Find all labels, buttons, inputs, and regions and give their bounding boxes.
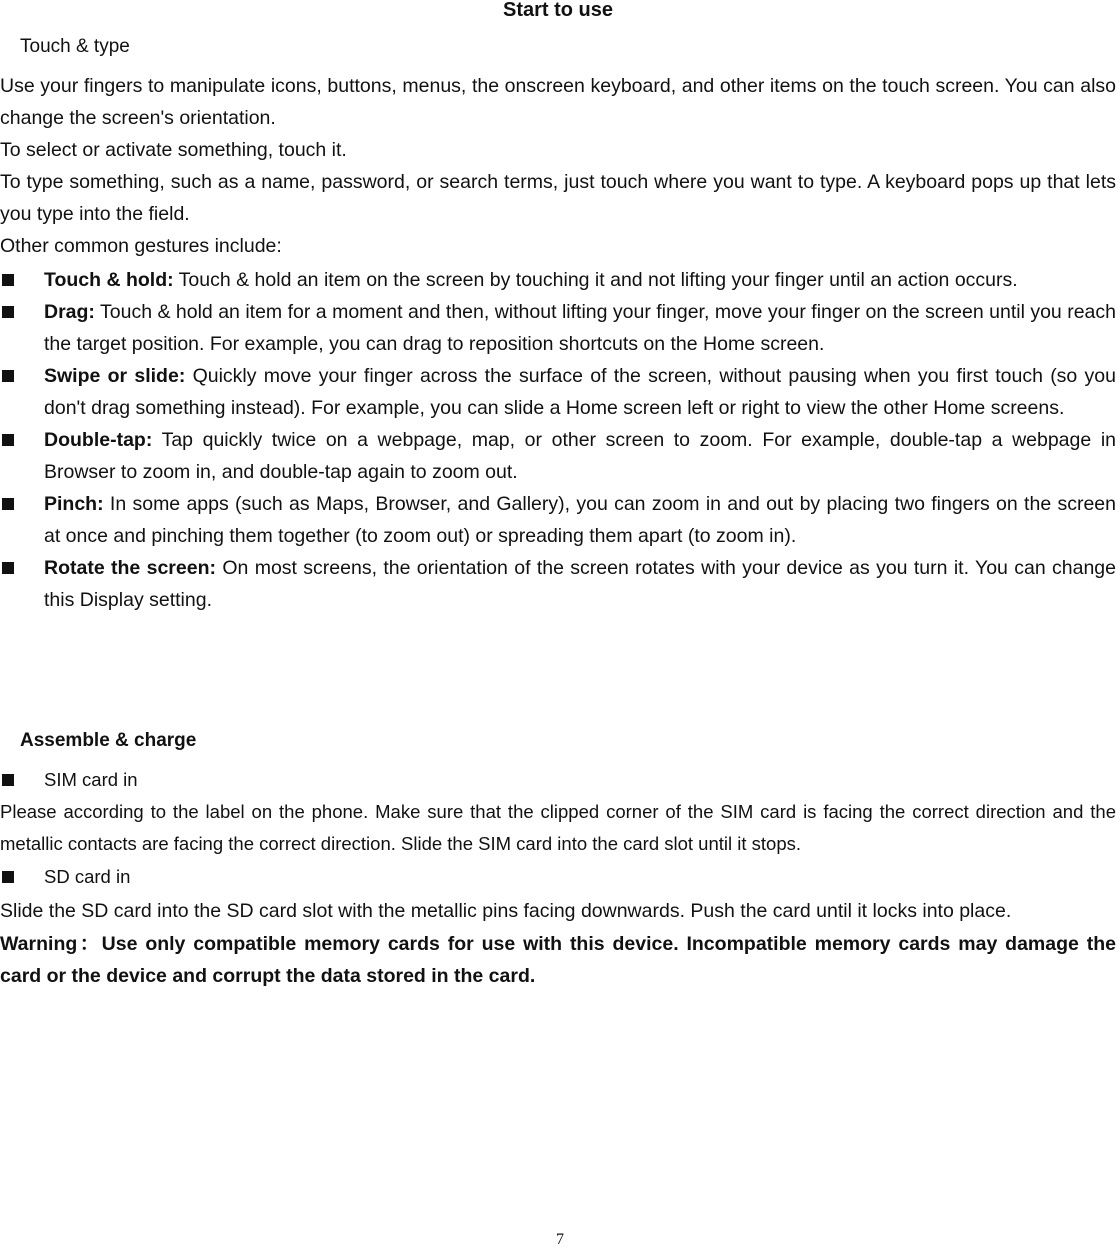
square-bullet-icon bbox=[2, 370, 14, 382]
gesture-term: Swipe or slide: bbox=[44, 365, 186, 387]
gesture-term: Pinch: bbox=[44, 493, 104, 515]
square-bullet-icon bbox=[2, 306, 14, 318]
gesture-desc: Touch & hold an item for a moment and then, without lifting your finger, move your finger on the screen until you reach the target position. For example, you can drag to reposition shortcuts on the Home screen. bbox=[44, 301, 1116, 355]
square-bullet-icon bbox=[2, 562, 14, 574]
gesture-term: Double-tap: bbox=[44, 429, 153, 451]
square-bullet-icon bbox=[2, 498, 14, 510]
square-bullet-icon bbox=[2, 434, 14, 446]
list-item bbox=[0, 488, 1116, 552]
list-item bbox=[0, 360, 1116, 424]
section-heading-assemble-charge: Assemble & charge bbox=[20, 730, 197, 751]
sd-card-paragraph: Slide the SD card into the SD card slot with the metallic pins facing downwards. Push the card until it locks into place. bbox=[0, 900, 1012, 922]
gesture-term: Rotate the screen: bbox=[44, 557, 216, 579]
type-paragraph: To type something, such as a name, password, or search terms, just touch where you want to type. A keyboard pops up that lets you type into the field. bbox=[0, 171, 1116, 225]
gesture-term: Touch & hold: bbox=[44, 269, 174, 291]
gesture-term: Drag: bbox=[44, 301, 95, 323]
square-bullet-icon bbox=[2, 774, 14, 786]
list-item bbox=[0, 552, 1116, 616]
section-heading-touch-type: Touch & type bbox=[20, 36, 130, 57]
list-item bbox=[0, 264, 1116, 296]
sd-card-label: SD card in bbox=[44, 866, 131, 887]
gesture-desc: Touch & hold an item on the screen by touching it and not lifting your finger until an action occurs. bbox=[173, 269, 1018, 291]
gesture-desc: Quickly move your finger across the surface of the screen, without pausing when you first touch (so you don't drag something instead). For example, you can slide a Home screen left or right to view the other Home screens. bbox=[44, 365, 1116, 419]
sim-card-item bbox=[0, 766, 138, 794]
square-bullet-icon bbox=[2, 274, 14, 286]
list-item bbox=[0, 424, 1116, 488]
intro-paragraph: Use your fingers to manipulate icons, buttons, menus, the onscreen keyboard, and other items on the touch screen. You can also change the screen's orientation. bbox=[0, 75, 1116, 129]
select-paragraph: To select or activate something, touch it. bbox=[0, 139, 347, 161]
gestures-intro: Other common gestures include: bbox=[0, 235, 282, 257]
sd-card-item bbox=[0, 863, 130, 891]
warning-paragraph: Warning：Use only compatible memory cards for use with this device. Incompatible memory cards may damage the card or the device and corrupt the data stored in the card. bbox=[0, 933, 1116, 987]
gesture-list bbox=[0, 264, 1116, 616]
list-item bbox=[0, 296, 1116, 360]
gesture-desc: On most screens, the orientation of the screen rotates with your device as you turn it. You can change this Display setting. bbox=[44, 557, 1116, 611]
square-bullet-icon bbox=[2, 871, 14, 883]
sim-card-paragraph: Please according to the label on the phone. Make sure that the clipped corner of the SIM card is facing the correct direction and the metallic contacts are facing the correct direction. Slide the SIM card into the card slot until it stops. bbox=[0, 801, 1116, 854]
page-title: Start to use bbox=[502, 0, 614, 21]
page-number: 7 bbox=[556, 1231, 564, 1248]
sim-card-label: SIM card in bbox=[44, 769, 138, 790]
gesture-desc: In some apps (such as Maps, Browser, and Gallery), you can zoom in and out by placing two fingers on the screen at once and pinching them together (to zoom out) or spreading them apart (to zoom in). bbox=[44, 493, 1116, 547]
gesture-desc: Tap quickly twice on a webpage, map, or other screen to zoom. For example, double-tap a webpage in Browser to zoom in, and double-tap again to zoom out. bbox=[44, 429, 1116, 483]
